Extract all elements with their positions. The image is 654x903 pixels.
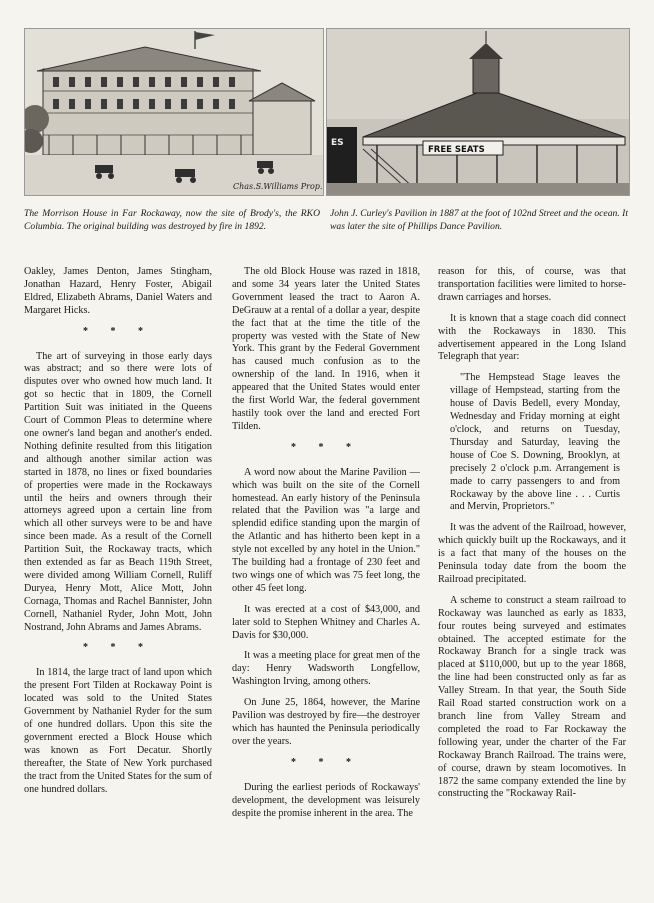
photo-captions bbox=[24, 208, 628, 248]
paragraph: A word now about the Marine Pavilion — which was built on the site of the Cornell homestead. An early history of the Peninsula related that the Pavilion was "a large and splendid edifice standing upon the margin of the Atlantic and has hitherto been kept in a style not excelled by any hotel in the Union." The building had a frontage of 230 feet and two wings one of which was 75 feet long, the other 45 feet long. bbox=[232, 466, 420, 594]
sign-free-seats: FREE SEATS bbox=[428, 145, 485, 155]
section-divider: * * * bbox=[291, 756, 361, 768]
engraver-signature: Chas.S.Williams Prop. bbox=[233, 182, 323, 191]
paragraph: It is known that a stage coach did connect with the Rockaways in 1830. This advertisement appeared in the Long Island Telegraph that year: bbox=[438, 312, 626, 363]
caption-curley-pavilion: John J. Curley's Pavilion in 1887 at the foot of 102nd Street and the ocean. It was later the site of Phillips Dance Pavilion. bbox=[330, 208, 628, 232]
paragraph: Oakley, James Denton, James Stingham, Jonathan Hazard, Henry Foster, Abigail Eldred, Elizabeth Abrams, Daniel Waters and Margaret Hicks. bbox=[24, 266, 212, 316]
sign-es: ES bbox=[331, 138, 344, 148]
text-column-1 bbox=[24, 266, 212, 804]
quoted-advertisement: "The Hempstead Stage leaves the village of Hempstead, starting from the house of Davis Bedell, every Monday, Wednesday and Friday morning at eight o'clock, and returns on Tuesday, Thursday and Saturday, leaving the house of Coe S. Downing, Brooklyn, at precisely 2 o'clock p.m. Arrangement is made to carry passengers to and from Rockaway by the above line . . . Curtis and Mervin, Proprietors." bbox=[450, 372, 620, 513]
paragraph: During the earliest periods of Rockaways' development, the development was leisurely despite the promise inherent in the area. The bbox=[232, 781, 420, 819]
photo-row bbox=[24, 28, 628, 194]
paragraph: The art of surveying in those early days was abstract; and so there were lots of disputes over who owned how much land. It got so hectic that in 1809, the Cornell Partition Suit was initiated in the Queens Court of Common Pleas to determine where one owner's land began and another's ended. Nothing definite resulted from this litigation and although another similar action was started in 1878, no lines or fixed boundaries of properties were made in the Rockaways until the heirs and owners through their attorneys agreed upon a certain line from which all other surveys were to be and have since been made. As a result of the Cornell Partition Suit, the Rockaway tracts, which then extended as far as Beach 119th Street, were divided among William Cornell, Ruliff Duryea, Henry Mott, Alice Mott, John Cornaga, Thomas and Rachel Bannister, John Cornell, Nathaniel Ryder, John Mott, John Nostrand, John Abrams and James Abrams. bbox=[24, 350, 212, 633]
text-column-3 bbox=[438, 266, 626, 809]
section-divider: * * * bbox=[83, 325, 153, 337]
section-divider: * * * bbox=[83, 642, 153, 654]
paragraph: On June 25, 1864, however, the Marine Pavilion was destroyed by fire—the destroyer which has haunted the Peninsula periodically over the years. bbox=[232, 697, 420, 747]
paragraph: The old Block House was razed in 1818, and some 34 years later the United States Government leased the tract to Aaron A. DeGrauw at a rental of a dollar a year, despite the fact that at the time the title of the property was vested with the State of New York. This grant by the Federal Government has caused much confusion as to the ownership of the land. In 1916, when it appeared that the United States would enter the first World War, the federal government hastily took over the land and erected Fort Tilden. bbox=[232, 266, 420, 432]
morrison-house-photo bbox=[24, 28, 324, 196]
paragraph: In 1814, the large tract of land upon which the present Fort Tilden at Rockaway Point is located was sold to the United States Government by Nathaniel Ryder for the sum of one hundred dollars. Upon this site the government erected a Block House which was known as Fort Decatur. Shortly thereafter, the State of New York purchased the tract from the United States for the sum of one hundred dollars. bbox=[24, 667, 212, 795]
text-column-2 bbox=[232, 266, 420, 828]
paragraph: It was erected at a cost of $43,000, and later sold to Stephen Whitney and Charles A. Davis for $30,000. bbox=[232, 603, 420, 641]
caption-morrison-house: The Morrison House in Far Rockaway, now the site of Brody's, the RKO Columbia. The original building was destroyed by fire in 1892. bbox=[24, 208, 320, 232]
paragraph: reason for this, of course, was that transportation facilities were limited to horse-drawn carriages and horses. bbox=[438, 266, 626, 303]
curley-pavilion-photo bbox=[326, 28, 630, 196]
paragraph: A scheme to construct a steam railroad to Rockaway was launched as early as 1833, four routes being surveyed and estimates obtained. The accepted estimate for the Rockaway Branch for a single track was placed at $110,000, but up to the year 1868, the line had been constructed only as far as Valley Stream. In that year, the South Side Rail Road started construction work on a branch line from Valley Stream and completed the road to Far Rockaway the following year, under the charter of the Far Rockaway Branch Railroad. The trains were, of course, drawn by steam locomotives. In 1872 the same company extended the line by constructing the "Rockaway Rail- bbox=[438, 594, 626, 800]
paragraph: It was the advent of the Railroad, however, which quickly built up the Rockaways, and it is a fact that many of the houses on the Peninsula today date from the boom the Railroad precipitated. bbox=[438, 522, 626, 585]
paragraph: It was a meeting place for great men of the day: Henry Wadsworth Longfellow, Washington Irving, among others. bbox=[232, 650, 420, 688]
section-divider: * * * bbox=[291, 441, 361, 453]
